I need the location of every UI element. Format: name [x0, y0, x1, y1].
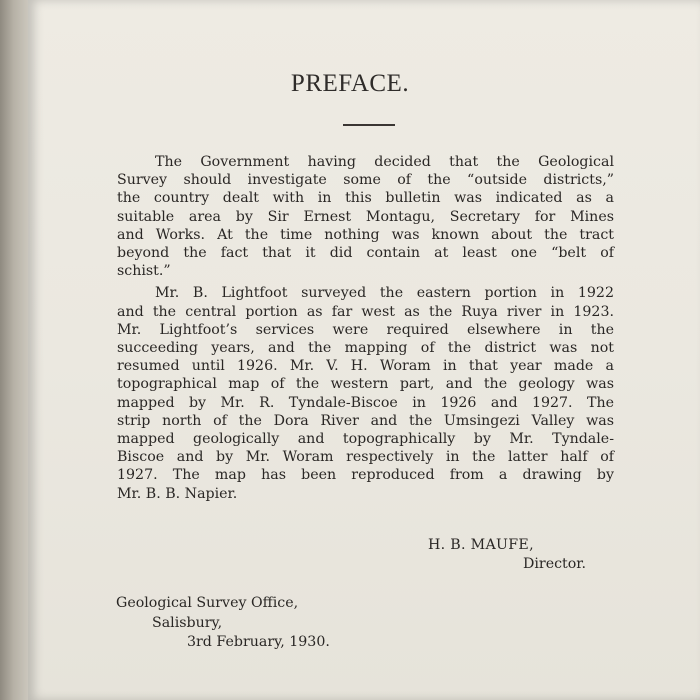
text-line: topographical map of the western part, and the geology was — [117, 376, 614, 393]
text-line: schist.” — [117, 263, 171, 280]
preface-body — [117, 153, 614, 507]
text-line: Mr. Lightfoot’s services were required elsewhere in the — [117, 321, 614, 338]
title-divider — [343, 124, 395, 126]
text-line: mapped by Mr. R. Tyndale-Biscoe in 1926 and 1927. The — [117, 394, 614, 411]
text-line: mapped geologically and topographically by Mr. Tyndale- — [117, 431, 614, 448]
text-line: The Government having decided that the Geological — [155, 154, 614, 170]
text-line: Mr. B. B. Napier. — [117, 485, 238, 502]
text-line: succeeding years, and the mapping of the district was not — [117, 340, 614, 357]
text-line: and Works. At the time nothing was known about the tract — [117, 226, 614, 243]
text-line: and the central portion as far west as the Ruya river in 1923. — [117, 303, 614, 320]
text-line: Survey should investigate some of the “outside districts,” — [117, 172, 614, 189]
text-line: 1927. The map has been reproduced from a drawing by — [117, 467, 614, 484]
text-line: strip north of the Dora River and the Umsingezi Valley was — [117, 412, 614, 429]
text-line: Biscoe and by Mr. Woram respectively in the latter half of — [117, 449, 614, 466]
text-line: beyond the fact that it did contain at least one “belt of — [117, 245, 614, 262]
text-line: resumed until 1926. Mr. V. H. Woram in that year made a — [117, 358, 614, 375]
signature-name: H. B. MAUFE, — [428, 537, 534, 553]
text-line: suitable area by Sir Ernest Montagu, Secretary for Mines — [117, 208, 614, 225]
text-line: the country dealt with in this bulletin was indicated as a — [117, 190, 614, 207]
address-line-date: 3rd February, 1930. — [187, 634, 330, 650]
paragraph-1 — [117, 153, 614, 280]
text-line: Mr. B. Lightfoot surveyed the eastern portion in 1922 — [155, 285, 614, 302]
signature-role: Director. — [523, 556, 587, 572]
paragraph-2 — [117, 284, 614, 502]
page-title: PREFACE. — [290, 70, 410, 97]
address-line-city: Salisbury, — [152, 615, 223, 631]
address-line-office: Geological Survey Office, — [116, 595, 299, 611]
